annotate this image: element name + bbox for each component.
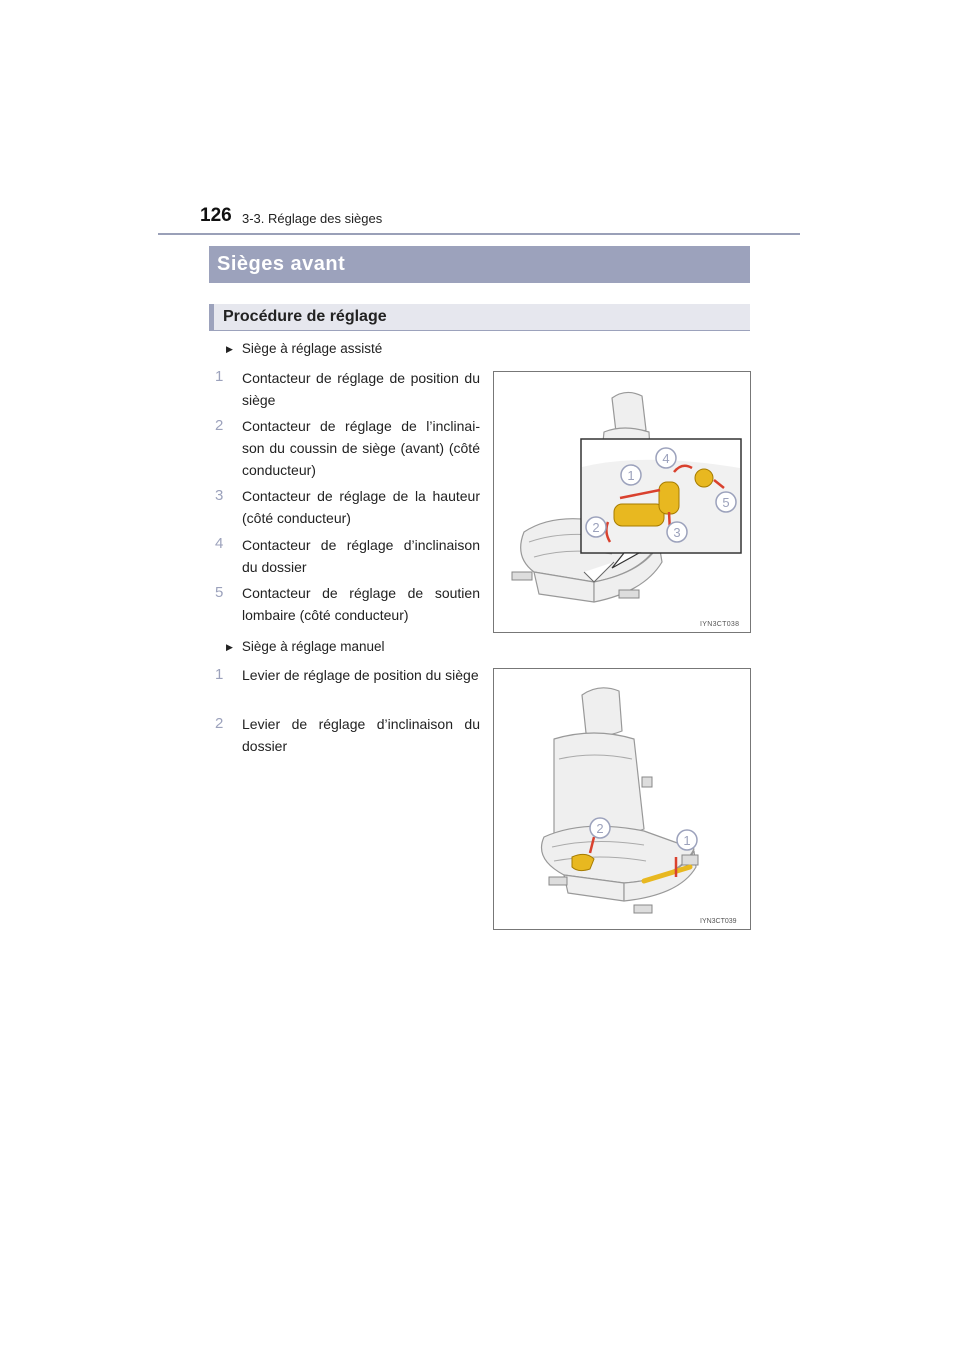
list-item: Levier de réglage d’inclinaison du dossier xyxy=(242,716,480,754)
item-number: 4 xyxy=(215,535,224,552)
item-number: 1 xyxy=(215,368,224,385)
callout-label: 4 xyxy=(662,451,670,466)
manual-seat-figure xyxy=(493,668,751,930)
list-item: Contacteur de réglage d’inclinaison du dossier xyxy=(242,537,480,575)
power-seat-figure xyxy=(493,371,751,633)
callout-3-icon xyxy=(667,522,687,542)
callout-1-icon xyxy=(677,830,697,850)
callout-label: 3 xyxy=(673,525,681,540)
list-item: Contacteur de réglage de soutien lombaire (côté conducteur) xyxy=(242,585,480,623)
figure-code: IYN3CT038 xyxy=(700,621,740,628)
callout-label: 1 xyxy=(627,468,635,483)
power-seat-heading xyxy=(226,341,382,356)
callout-4-icon xyxy=(656,448,676,468)
subsection-title xyxy=(209,304,750,331)
callout-label: 2 xyxy=(596,821,604,836)
item-number: 2 xyxy=(215,715,224,732)
item-number: 1 xyxy=(215,666,224,683)
item-number: 2 xyxy=(215,417,224,434)
triangle-bullet-icon: ▶ xyxy=(226,642,233,652)
list-item: Contacteur de réglage de la hauteur (côté conducteur) xyxy=(242,488,480,526)
section-title-text: Sièges avant xyxy=(217,253,346,275)
callout-label: 1 xyxy=(683,833,691,848)
manual-seat-heading-text: Siège à réglage manuel xyxy=(241,639,385,654)
section-reference: 3-3. Réglage des sièges xyxy=(242,211,383,226)
list-item: Contacteur de réglage de l’inclinai-son du coussin de siège (avant) (côté conducteur) xyxy=(242,418,480,478)
callout-5-icon xyxy=(716,492,736,512)
manual-seat-heading xyxy=(226,639,385,654)
page-number: 126 xyxy=(200,205,232,226)
callout-2-icon xyxy=(586,517,606,537)
callout-1-icon xyxy=(621,465,641,485)
triangle-bullet-icon: ▶ xyxy=(226,344,233,354)
list-item: Levier de réglage de position du siège xyxy=(242,667,479,683)
power-seat-heading-text: Siège à réglage assisté xyxy=(241,341,383,356)
section-title xyxy=(209,246,750,283)
power-seat-illustration xyxy=(494,372,750,632)
header-rule xyxy=(158,233,800,235)
callout-label: 2 xyxy=(592,520,600,535)
item-number: 5 xyxy=(215,584,224,601)
callout-2-icon xyxy=(590,818,610,838)
figure-code: IYN3CT039 xyxy=(700,918,737,925)
list-item: Contacteur de réglage de position du siège xyxy=(242,370,480,408)
manual-seat-illustration xyxy=(494,669,750,929)
item-number: 3 xyxy=(215,487,224,504)
callout-label: 5 xyxy=(722,495,730,510)
subsection-title-text: Procédure de réglage xyxy=(223,308,387,325)
